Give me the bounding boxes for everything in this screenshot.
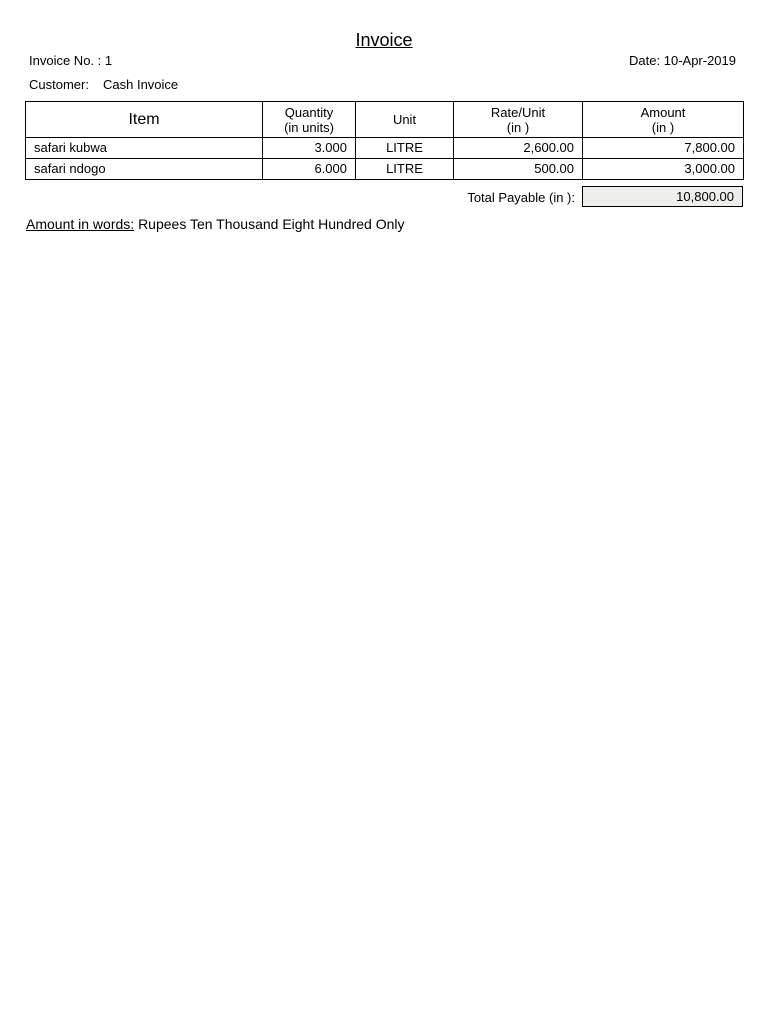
invoice-number: Invoice No. : 1 xyxy=(29,53,113,68)
table-header-row xyxy=(26,102,744,138)
header-amount xyxy=(583,102,744,138)
header-quantity-unit: (in units) xyxy=(284,119,334,135)
total-payable-label: Total Payable (in ): xyxy=(467,190,575,205)
total-payable-value: 10,800.00 xyxy=(582,186,743,207)
header-amount-unit: (in ) xyxy=(651,119,675,135)
header-rate-unit: (in ) xyxy=(506,119,530,135)
cell-rate: 500.00 xyxy=(454,159,583,180)
header-amount-label: Amount xyxy=(640,104,686,120)
amount-in-words-value: Rupees Ten Thousand Eight Hundred Only xyxy=(138,216,405,232)
cell-quantity: 3.000 xyxy=(263,138,356,159)
invoice-title: Invoice xyxy=(355,30,413,50)
cell-item: safari ndogo xyxy=(26,159,263,180)
amount-in-words-label: Amount in words: xyxy=(26,216,135,232)
cell-rate: 2,600.00 xyxy=(454,138,583,159)
header-quantity-label: Quantity xyxy=(284,104,334,120)
header-unit: Unit xyxy=(356,102,454,138)
header-item: Item xyxy=(26,102,263,138)
cell-amount: 3,000.00 xyxy=(583,159,744,180)
header-rate xyxy=(454,102,583,138)
table-row xyxy=(26,138,744,159)
cell-unit: LITRE xyxy=(356,159,454,180)
header-quantity xyxy=(263,102,356,138)
amount-in-words xyxy=(26,215,405,233)
invoice-items-table xyxy=(25,101,744,180)
customer-name: Cash Invoice xyxy=(103,77,179,92)
invoice-date: Date: 10-Apr-2019 xyxy=(629,53,736,68)
header-rate-label: Rate/Unit xyxy=(490,104,546,120)
cell-quantity: 6.000 xyxy=(263,159,356,180)
cell-item: safari kubwa xyxy=(26,138,263,159)
cell-unit: LITRE xyxy=(356,138,454,159)
cell-amount: 7,800.00 xyxy=(583,138,744,159)
table-row xyxy=(26,159,744,180)
customer-label: Customer: xyxy=(29,77,89,92)
